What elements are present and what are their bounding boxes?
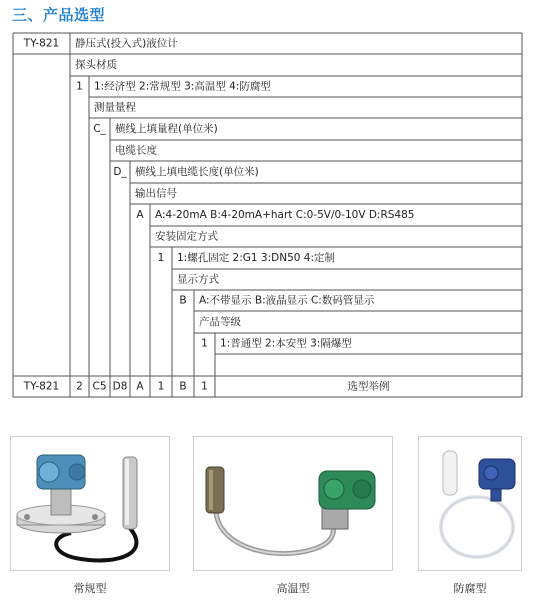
product-image-standard <box>10 436 170 571</box>
level-header: 输出信号 <box>135 187 177 200</box>
section-title: 三、产品选型 <box>12 6 106 24</box>
example-code: 2 <box>76 380 83 393</box>
level-header: 探头材质 <box>75 59 117 71</box>
level-options: 1:经济型 2:常规型 3:高温型 4:防腐型 <box>94 80 271 93</box>
product-caption-high-temp: 高温型 <box>276 582 310 595</box>
level-options: 横线上填量程(单位米) <box>115 123 218 135</box>
level-options: 1:螺孔固定 2:G1 3:DN50 4:定制 <box>177 252 336 264</box>
level-code: 1 <box>76 80 83 93</box>
example-code: 1 <box>157 380 165 393</box>
example-code: A <box>136 380 144 393</box>
level-header: 电缆长度 <box>115 144 157 157</box>
product-caption-standard: 常规型 <box>73 582 107 595</box>
example-label: 选型举例 <box>347 380 390 393</box>
level-code: 1 <box>201 337 208 350</box>
level-code: 1 <box>157 252 165 264</box>
level-code: C_ <box>93 123 106 135</box>
level-code: A <box>136 209 144 221</box>
product-name: 静压式(投入式)液位计 <box>75 37 178 50</box>
level-header: 测量量程 <box>94 101 136 114</box>
level-header: 安装固定方式 <box>155 230 218 243</box>
level-code: D_ <box>113 166 127 178</box>
level-options: 1:普通型 2:本安型 3:隔爆型 <box>220 337 352 350</box>
level-options: A:不带显示 B:液晶显示 C:数码管显示 <box>199 294 375 307</box>
level-code: B <box>179 294 187 307</box>
example-code: B <box>179 380 187 393</box>
level-header: 显示方式 <box>177 273 219 286</box>
example-code: D8 <box>112 380 128 393</box>
level-header: 产品等级 <box>199 316 241 328</box>
model-code: TY-821 <box>23 37 60 50</box>
example-code: 1 <box>201 380 208 393</box>
example-code: TY-821 <box>23 380 60 393</box>
level-options: A:4-20mA B:4-20mA+hart C:0-5V/0-10V D:RS485 <box>155 209 415 221</box>
example-code: C5 <box>92 380 107 393</box>
product-image-corrosion-resistant <box>418 436 522 571</box>
product-caption-corrosion-resistant: 防腐型 <box>453 582 487 595</box>
level-options: 横线上填电缆长度(单位米) <box>135 166 259 178</box>
product-image-high-temp <box>193 436 393 571</box>
